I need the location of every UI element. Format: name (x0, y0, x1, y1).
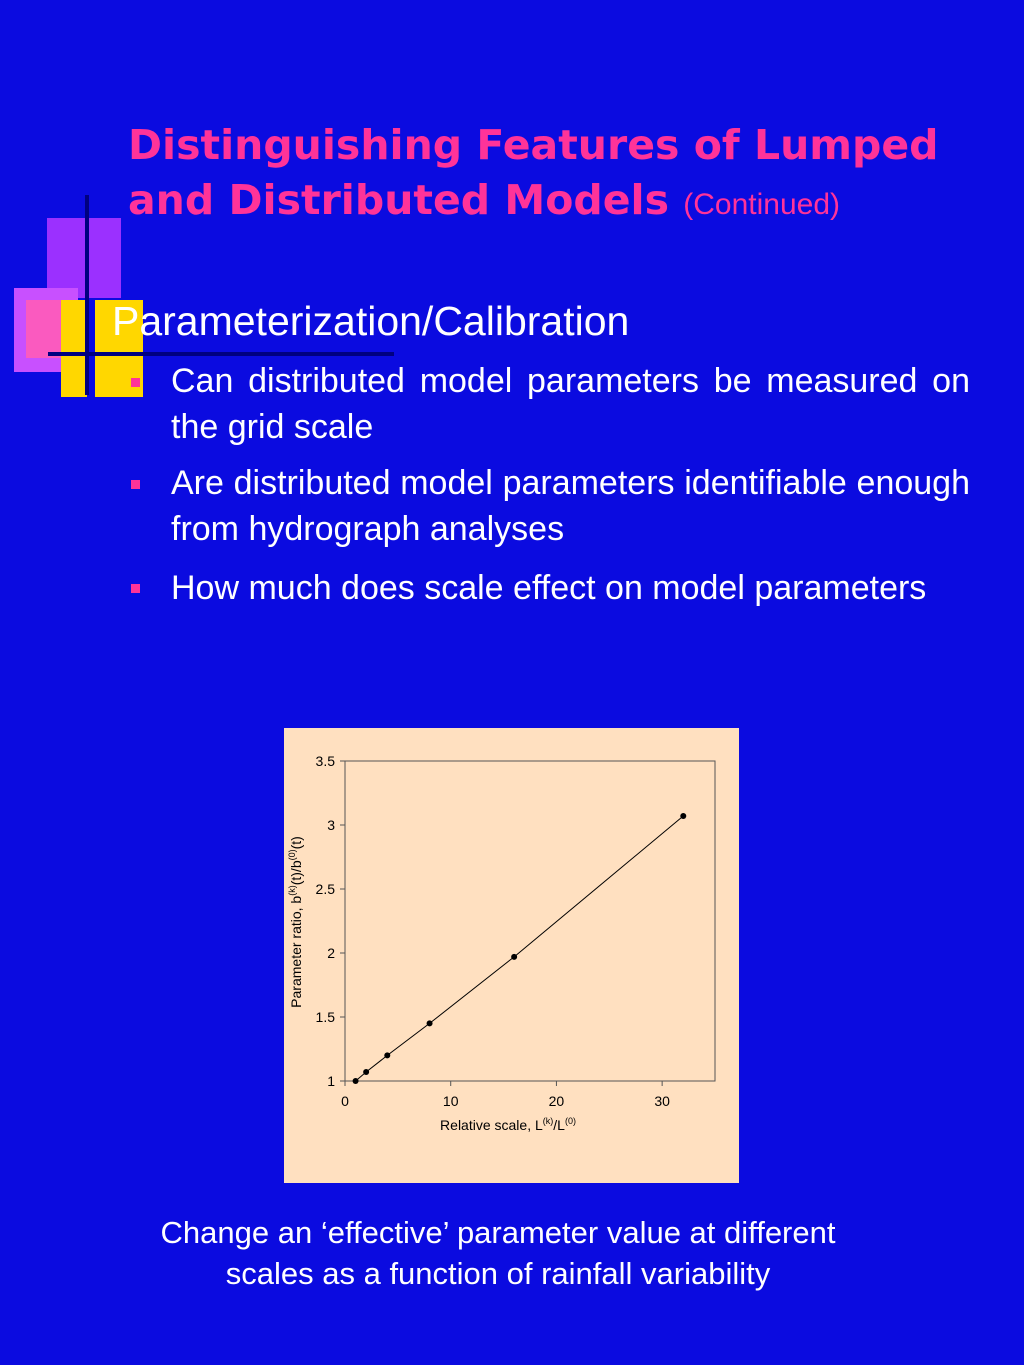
slide-title (128, 118, 988, 232)
caption-line-2: scales as a function of rainfall variability (225, 1256, 771, 1291)
caption-line-1: Change an ‘effective’ parameter value at different (160, 1215, 836, 1250)
chart-panel (284, 728, 739, 1183)
series-layer (353, 813, 687, 1084)
sub-bullet-list (128, 358, 970, 628)
main-bullet: Parameterization/Calibration (112, 298, 630, 344)
x-tick-label: 30 (654, 1093, 670, 1109)
bullet-square-icon (131, 584, 140, 593)
decorative-vertical-line (85, 195, 89, 395)
x-axis-ticks (341, 1081, 670, 1109)
data-point (363, 1069, 369, 1075)
slide-title-suffix: (Continued) (683, 188, 841, 221)
y-tick-label: 2 (327, 945, 335, 961)
sub-bullet-item (128, 558, 970, 618)
y-tick-label: 2.5 (315, 881, 335, 897)
data-point (353, 1078, 359, 1084)
main-bullet-square-icon (62, 320, 75, 333)
y-tick-label: 1 (327, 1073, 335, 1089)
data-point (680, 813, 686, 819)
data-point (384, 1052, 390, 1058)
slide-title-text: Distinguishing Features of Lumped and Distributed Models (128, 121, 939, 224)
scale-effect-chart (284, 728, 739, 1183)
y-tick-label: 1.5 (315, 1009, 335, 1025)
x-tick-label: 20 (548, 1093, 565, 1109)
sub-bullet-item (128, 358, 970, 450)
chart-caption (0, 1212, 996, 1294)
y-tick-label: 3 (327, 817, 335, 833)
series-line (356, 816, 684, 1081)
data-point (427, 1020, 433, 1026)
decorative-horizontal-line (48, 352, 394, 356)
x-axis-label: Relative scale, $L^{(k)}/L^{(0)}$ (440, 1116, 576, 1133)
sub-bullet-text: How much does scale effect on model parameters (171, 569, 927, 607)
data-point (511, 954, 517, 960)
sub-bullet-text: Can distributed model parameters be measured on the grid scale (171, 362, 970, 446)
x-tick-label: 0 (341, 1093, 349, 1109)
y-tick-label: 3.5 (315, 753, 335, 769)
decorative-violet-rect (47, 218, 121, 298)
y-axis-label: Parameter ratio, $b^{(k)}(t)/b^{(0)}(t)$ (287, 836, 304, 1008)
sub-bullet-text: Are distributed model parameters identifiable enough from hydrograph analyses (171, 464, 970, 548)
y-axis-ticks (316, 753, 345, 1089)
bullet-square-icon (131, 378, 140, 387)
plot-frame (345, 761, 715, 1081)
decorative-yellow-rect (61, 300, 87, 397)
bullet-square-icon (131, 480, 140, 489)
sub-bullet-item (128, 460, 970, 552)
x-tick-label: 10 (442, 1093, 459, 1109)
